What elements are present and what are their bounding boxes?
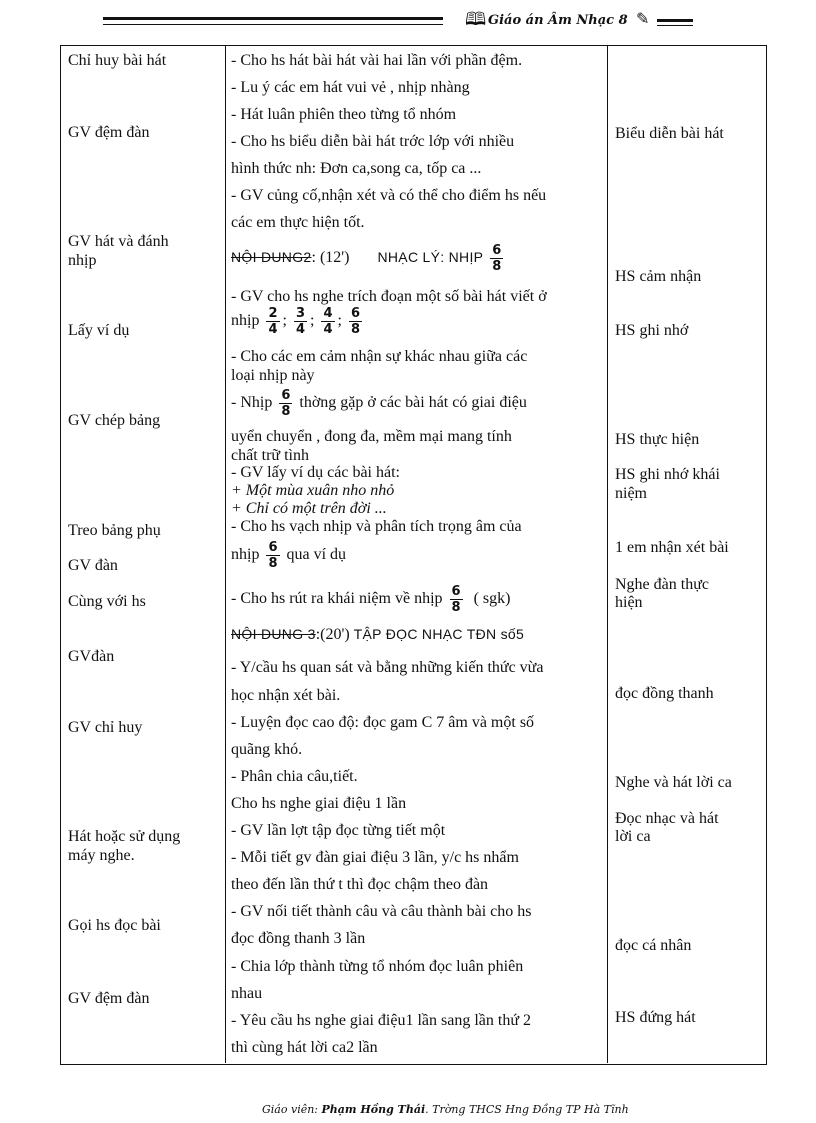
- section-time: :(20'): [315, 626, 350, 643]
- header-rule-thick: [103, 17, 443, 20]
- teacher-activity: Lấy ví dụ: [68, 322, 130, 339]
- song-example: + Chỉ có một trên đời ...: [231, 500, 387, 517]
- teacher-activity: máy nghe.: [68, 847, 135, 864]
- content-line: - Luyện đọc cao độ: đọc gam C 7 âm và một số: [231, 714, 535, 731]
- song-example: + Một mùa xuân nho nhỏ: [231, 482, 395, 499]
- content-line: nhau: [231, 985, 263, 1002]
- teacher-activity: GV đàn: [68, 557, 118, 574]
- section-title: NHẠC LÝ: NHỊP: [377, 249, 484, 266]
- student-activity: niệm: [615, 485, 647, 502]
- time-signature: $\frac{3}{4}$: [295, 306, 305, 337]
- content-line: - GV củng cố,nhận xét và có thể cho điểm hs nếu: [231, 187, 547, 204]
- content-line: học nhận xét bài.: [231, 687, 341, 704]
- student-activity: Nghe đàn thực: [615, 576, 709, 593]
- content-line: Cho hs nghe giai điệu 1 lần: [231, 795, 407, 812]
- time-signature: $\frac{2}{4}$: [268, 306, 278, 337]
- content-line: - GV lấy ví dụ các bài hát:: [231, 464, 400, 481]
- content-line: - Yêu cầu hs nghe giai điệu1 lần sang lần thứ 2: [231, 1012, 531, 1029]
- section-time: : (12'): [311, 249, 350, 267]
- content-line: - Cho hs hát bài hát vài hai lần với phần đệm.: [231, 52, 523, 69]
- teacher-activity: GV đệm đàn: [68, 990, 150, 1007]
- teacher-name: Phạm Hồng Thái: [321, 1103, 426, 1116]
- content-line: quãng khó.: [231, 741, 303, 758]
- content-line: - Chia lớp thành từng tổ nhóm đọc luân phiên: [231, 958, 524, 975]
- book-icon: 🕮: [465, 9, 487, 29]
- teacher-activity: Treo bảng phụ: [68, 522, 161, 539]
- header-rule-right-thin: [657, 25, 693, 26]
- teacher-activity: Cùng với hs: [68, 593, 146, 610]
- teacher-activity: Hát hoặc sử dụng: [68, 828, 181, 845]
- teacher-activity: GV chép bảng: [68, 412, 161, 429]
- teacher-activity: GVđàn: [68, 648, 115, 665]
- section-label: NỘI DUNG2: [231, 249, 312, 266]
- page-footer: Giáo viên: Phạm Hồng Thái. Trờng THCS Hng Đồng TP Hà Tĩnh: [262, 1103, 629, 1116]
- student-activity: Đọc nhạc và hát: [615, 810, 719, 827]
- section-heading-3: [231, 624, 524, 645]
- section-label: NỘI DUNG 3: [231, 626, 316, 642]
- student-activity: lời ca: [615, 828, 651, 845]
- header-rule-thin: [103, 24, 443, 25]
- student-activity: đọc cá nhân: [615, 937, 692, 954]
- content-line: - GV lần lợt tập đọc từng tiết một: [231, 822, 446, 839]
- time-signature: $\frac{6}{8}$: [281, 388, 291, 419]
- content-line-fraction: nhịp $\frac{6}{8}$ qua ví dụ: [231, 540, 347, 571]
- student-activity: HS cảm nhận: [615, 268, 702, 285]
- header-rule-right-thick: [657, 19, 693, 22]
- student-activity: 1 em nhận xét bài: [615, 539, 729, 556]
- section-title: TẬP ĐỌC NHẠC TĐN số5: [353, 626, 525, 642]
- student-activity: Biểu diễn bài hát: [615, 125, 724, 142]
- content-line-fraction: - Cho hs rút ra khái niệm về nhịp $\frac{6}{8}$ ( sgk): [231, 584, 511, 615]
- teacher-activity: Chỉ huy bài hát: [68, 52, 167, 69]
- student-activity: đọc đồng thanh: [615, 685, 714, 702]
- content-line: đọc đồng thanh 3 lần: [231, 930, 366, 947]
- student-activity: HS đứng hát: [615, 1009, 696, 1026]
- content-line: theo đến lần thứ t thì đọc chậm theo đàn: [231, 876, 489, 893]
- content-line: - Hát luân phiên theo từng tổ nhóm: [231, 106, 457, 123]
- teacher-activity: GV chỉ huy: [68, 719, 143, 736]
- student-activity: HS ghi nhớ: [615, 322, 689, 339]
- student-activity: Nghe và hát lời ca: [615, 774, 732, 791]
- time-signature: $\frac{6}{8}$: [492, 243, 502, 274]
- student-activity: HS thực hiện: [615, 431, 700, 448]
- content-line: - GV nối tiết thành câu và câu thành bài cho hs: [231, 903, 532, 920]
- column-divider-left: [225, 45, 226, 1063]
- content-line: - Lu ý các em hát vui vẻ , nhịp nhàng: [231, 79, 470, 96]
- time-signature: $\frac{6}{8}$: [350, 306, 360, 337]
- content-line-fraction: - Nhịp $\frac{6}{8}$ thờng gặp ở các bài hát có giai điệu: [231, 388, 527, 419]
- header-title: Giáo án Âm Nhạc 8: [488, 13, 628, 28]
- content-line: - Cho hs biểu diễn bài hát trớc lớp với nhiều: [231, 133, 515, 150]
- pen-icon: ✎: [636, 11, 650, 28]
- time-signature: $\frac{6}{8}$: [268, 540, 278, 571]
- column-divider-right: [607, 45, 608, 1063]
- teacher-activity: Gọi hs đọc bài: [68, 917, 161, 934]
- content-line: thì cùng hát lời ca2 lần: [231, 1039, 378, 1056]
- teacher-activity: GV hát và đánh: [68, 233, 169, 250]
- content-line-fractions: nhịp $\frac{2}{4}$ ; $\frac{3}{4}$ ; $\frac{4}{4}$ ; $\frac{6}{8}$: [231, 306, 360, 337]
- content-line: - Phân chia câu,tiết.: [231, 768, 358, 785]
- content-line: - Y/cầu hs quan sát và bằng những kiến thức vừa: [231, 659, 544, 676]
- section-heading-2: [231, 243, 506, 274]
- teacher-activity: GV đệm đàn: [68, 124, 150, 141]
- content-line: - Cho các em cảm nhận sự khác nhau giữa các: [231, 348, 528, 365]
- student-activity: HS ghi nhớ khái: [615, 466, 720, 483]
- content-line: - Mỗi tiết gv đàn giai điệu 3 lần, y/c hs nhẩm: [231, 849, 519, 866]
- content-line: - Cho hs vạch nhịp và phân tích trọng âm của: [231, 518, 522, 535]
- time-signature: $\frac{4}{4}$: [323, 306, 333, 337]
- time-signature: $\frac{6}{8}$: [451, 584, 461, 615]
- content-line: các em thực hiện tốt.: [231, 214, 365, 231]
- content-line: chất trữ tình: [231, 447, 309, 464]
- content-line: hình thức nh: Đơn ca,song ca, tốp ca ...: [231, 160, 482, 177]
- content-line: uyển chuyển , đong đa, mềm mại mang tính: [231, 428, 512, 445]
- teacher-activity: nhịp: [68, 252, 97, 269]
- student-activity: hiện: [615, 594, 643, 611]
- content-line: - GV cho hs nghe trích đoạn một số bài hát viết ở: [231, 288, 547, 305]
- content-line: loại nhịp này: [231, 367, 315, 384]
